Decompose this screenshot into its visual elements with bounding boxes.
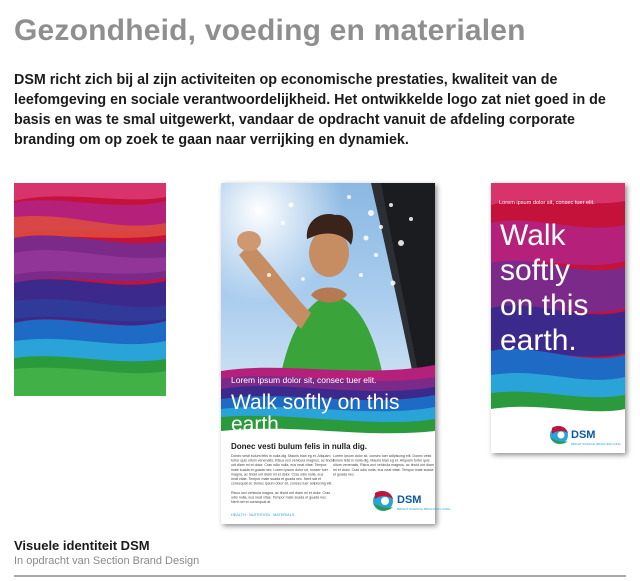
intro-paragraph: DSM richt zich bij al zijn activiteiten op economische prestaties, kwaliteit van de leefomgeving en sociale verantwoordelijkheid. Het ontwikkelde logo zat niet goed in de basis en was te smal uitgewerkt, vandaar de opdracht vanuit de afdeling corporate branding om op zoek te gaan naar verrijking en dynamiek. — [14, 72, 606, 148]
poster-body-line: neat vitae. Tempor male suada et guada nec. Neril sat et — [231, 477, 322, 481]
wave-swatch-image — [14, 183, 166, 396]
caption-subtitle: In opdracht van Section Brand Design — [14, 555, 200, 567]
banner-logo-text: DSM — [571, 429, 596, 441]
poster-body-line: et guada nec. — [333, 472, 355, 477]
poster-logo-text: DSM — [397, 494, 422, 506]
poster-body-line: Risus orci vehicula magna, ac tincid unt diam mi et dolor. Cras — [231, 490, 331, 495]
poster-tagline-small: Lorem ipsum dolor sit, consec tuer elit. — [231, 375, 377, 385]
banner-headline-line1: Walk — [500, 219, 566, 252]
banner-mockup — [491, 183, 625, 453]
poster-dsm-logo — [373, 491, 451, 511]
poster-footer-strip: HEALTH · NUTRITION · MATERIALS — [231, 513, 295, 517]
poster-headline-line2: earth. — [231, 413, 285, 436]
poster-mockup — [221, 183, 452, 524]
poster-body-column-1 — [231, 454, 334, 504]
poster-body-line: Nerit net et consequat at. — [231, 500, 272, 504]
caption-title: Visuele identiteit DSM — [14, 538, 150, 553]
banner-logo-tagline: BRIGHT SCIENCE. BRIGHTER LIVING. — [571, 442, 622, 446]
banner-headline-line3: on this — [500, 289, 589, 322]
poster-body-line: male suada et guada nec. Lorem ipsum dolor sit, nonser tuer — [231, 467, 328, 472]
poster-body-line: Lorem ipsum dolor sit, consec tuer adipiscing elit. Donec vesti — [333, 454, 432, 458]
poster-body-line: ultum venenatis. Risus orci vehicula magnus, ac tincid unt diam — [333, 463, 434, 468]
poster-logo-tagline: BRIGHT SCIENCE. BRIGHTER LIVING. — [397, 507, 452, 511]
poster-headline-line1: Walk softly on this — [231, 391, 400, 414]
banner-headline-line4: earth. — [500, 324, 577, 357]
poster-body-line: consequat at. Donec ipsum dolor sit, consec tuer adipiscing elit. — [231, 481, 333, 486]
poster-body-line: unt diam mi et dolor. Cras odio nulla, eus neat vitae. Tempor — [231, 463, 327, 468]
bottom-divider — [14, 575, 626, 577]
banner-headline-line2: softly — [500, 254, 571, 287]
poster-subhead: Donec vesti bulum felis in nulla dig. — [231, 442, 368, 451]
poster-body-line: Donec vesti bulum felis in nulla dig. Mauris blan eg et. Aliquam — [231, 454, 331, 458]
poster-body-line: bulum felis in nulla dig. Mauris blan eg et. Aliquam tortor quis — [333, 458, 430, 463]
poster-body-line: magna, ac tincid unt diam mi et dolor. Cras odio nulla, eus — [231, 472, 324, 477]
banner-tagline-small: Lorem ipsum dolor sit, consec tuer elit. — [499, 200, 595, 206]
poster-body-line: mi et dolor. Cras odio nulla, eus neat vitae. Tempor male suada — [333, 467, 434, 472]
page-title: Gezondheid, voeding en materialen — [14, 14, 526, 47]
poster-body-line: tortor quis ultum venenatis. Risus orci vehicula magnus, ac tincid — [231, 458, 335, 463]
poster-body-line: odio nulla, eus neat vitae. Tempor male suada et guada nec. — [231, 495, 328, 500]
